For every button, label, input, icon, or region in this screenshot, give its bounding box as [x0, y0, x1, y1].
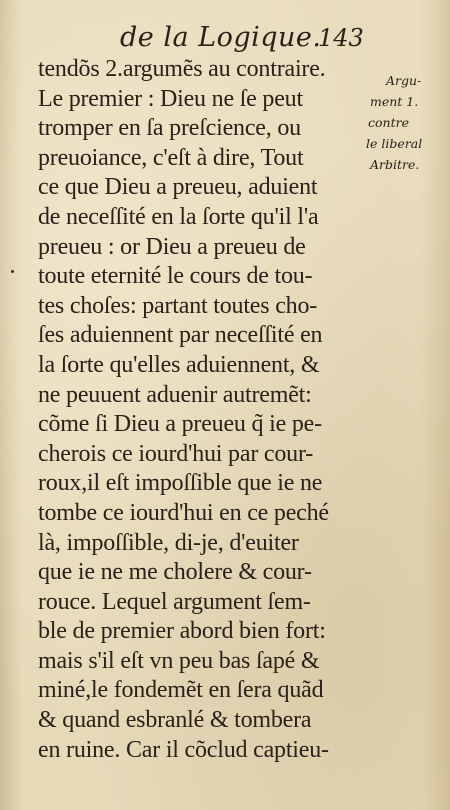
page-header — [0, 22, 450, 54]
text-line: cõme ſi Dieu a preueu q̃ ie pe- — [38, 411, 322, 438]
text-line: tromper en ſa preſcience, ou — [38, 115, 301, 142]
text-line: ſes aduiennent par neceſſité en — [38, 322, 323, 349]
text-line: ce que Dieu a preueu, aduient — [38, 174, 318, 201]
text-line: roux,il eſt impoſſible que ie ne — [38, 470, 323, 497]
text-line: tombe ce iourd'hui en ce peché — [38, 499, 329, 526]
margin-note-line: le liberal — [366, 136, 423, 151]
text-line: la ſorte qu'elles aduiennent, & — [38, 351, 320, 378]
text-line: tes choſes: partant toutes cho- — [38, 292, 318, 319]
text-line: toute eternité le cours de tou- — [38, 263, 313, 290]
text-line: là, impoſſible, di-je, d'euiter — [38, 529, 299, 556]
page-number: 143 — [318, 24, 364, 52]
text-line: preueu : or Dieu a preueu de — [38, 233, 306, 260]
margin-note-line: contre — [368, 115, 409, 130]
text-line: cherois ce iourd'hui par cour- — [38, 440, 314, 467]
margin-note — [366, 70, 442, 175]
text-line: que ie ne me cholere & cour- — [38, 559, 312, 586]
margin-note-line: Argu- — [386, 73, 422, 88]
text-line: en ruine. Car il cõclud captieu- — [38, 736, 329, 763]
ink-speck — [11, 270, 14, 273]
text-line: mais s'il eſt vn peu bas ſapé & — [38, 647, 320, 674]
text-line: miné,le fondemẽt en ſera quãd — [38, 677, 324, 704]
text-line: ne peuuent aduenir autremẽt: — [38, 381, 312, 408]
text-line: de neceſſité en la ſorte qu'il l'a — [38, 203, 319, 230]
text-line: rouce. Lequel argument ſem- — [38, 588, 311, 615]
text-line: Le premier : Dieu ne ſe peut — [38, 85, 303, 112]
text-line: tendõs 2.argumẽs au contraire. — [38, 56, 326, 82]
running-title: de la Logique. — [120, 22, 322, 53]
body-text — [38, 55, 368, 765]
margin-note-line: ment 1. — [370, 94, 419, 109]
text-line: ble de premier abord bien fort: — [38, 618, 326, 645]
text-line: & quand esbranlé & tombera — [38, 707, 312, 734]
margin-note-line: Arbitre. — [370, 157, 420, 172]
text-line: preuoiance, c'eſt à dire, Tout — [38, 144, 304, 171]
